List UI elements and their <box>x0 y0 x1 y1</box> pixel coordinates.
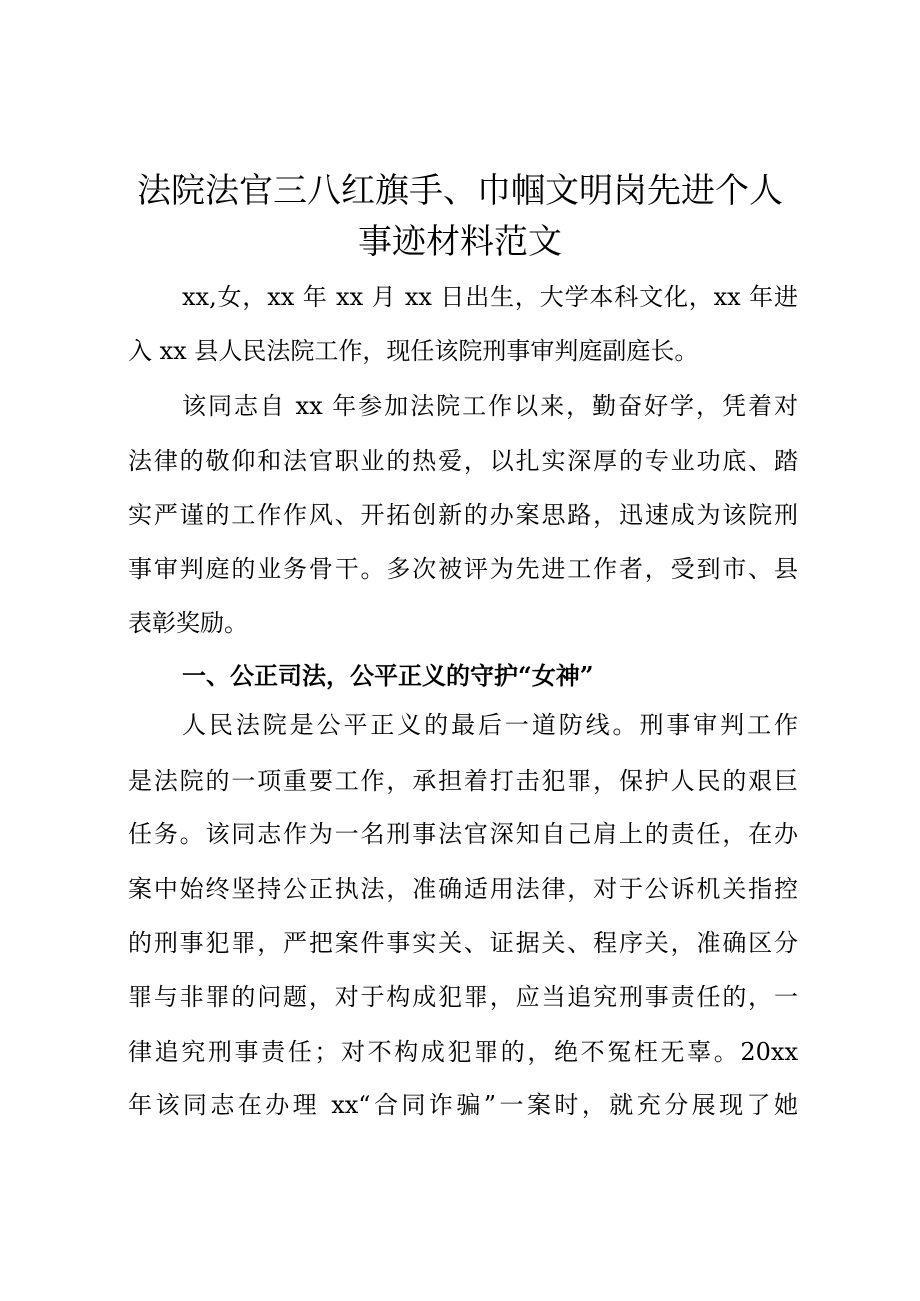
paragraph-2-line-1: 该同志自 xx 年参加法院工作以来，勤奋好学，凭着对 <box>182 392 798 420</box>
paragraph-3-line-2: 是法院的一项重要工作，承担着打击犯罪，保护人民的艰巨 <box>128 767 798 795</box>
paragraph-2-line-4: 事审判庭的业务骨干。多次被评为先进工作者，受到市、县 <box>128 555 798 583</box>
paragraph-2-line-3: 实严谨的工作作风、开拓创新的办案思路，迅速成为该院刑 <box>128 501 798 529</box>
document-title-line-2: 事迹材料范文 <box>358 222 562 262</box>
paragraph-3-line-4: 案中始终坚持公正执法，准确适用法律，对于公诉机关指控 <box>128 875 798 903</box>
paragraph-3-line-5: 的刑事犯罪，严把案件事实关、证据关、程序关，准确区分 <box>128 929 798 957</box>
paragraph-2-line-2: 法律的敬仰和法官职业的热爱，以扎实深厚的专业功底、踏 <box>128 447 798 475</box>
paragraph-3-line-3: 任务。该同志作为一名刑事法官深知自己肩上的责任，在办 <box>128 820 798 848</box>
paragraph-3-line-1: 人民法院是公平正义的最后一道防线。刑事审判工作 <box>182 711 798 739</box>
paragraph-3-line-7: 律追究刑事责任；对不构成犯罪的，绝不冤枉无辜。20xx <box>128 1038 798 1066</box>
paragraph-3-line-8: 年该同志在办理 xx“合同诈骗”一案时，就充分展现了她 <box>128 1091 798 1119</box>
paragraph-3-line-6: 罪与非罪的问题，对于构成犯罪，应当追究刑事责任的，一 <box>128 983 798 1011</box>
paragraph-1-line-1: xx,女，xx 年 xx 月 xx 日出生，大学本科文化，xx 年进 <box>182 283 798 311</box>
section-heading-1: 一、公正司法，公平正义的守护“女神” <box>182 661 594 690</box>
paragraph-1-line-2: 入 xx 县人民法院工作，现任该院刑事审判庭副庭长。 <box>128 337 699 365</box>
paragraph-2-line-5: 表彰奖励。 <box>128 609 248 637</box>
document-title-line-1: 法院法官三八红旗手、巾帼文明岗先进个人 <box>137 171 783 211</box>
